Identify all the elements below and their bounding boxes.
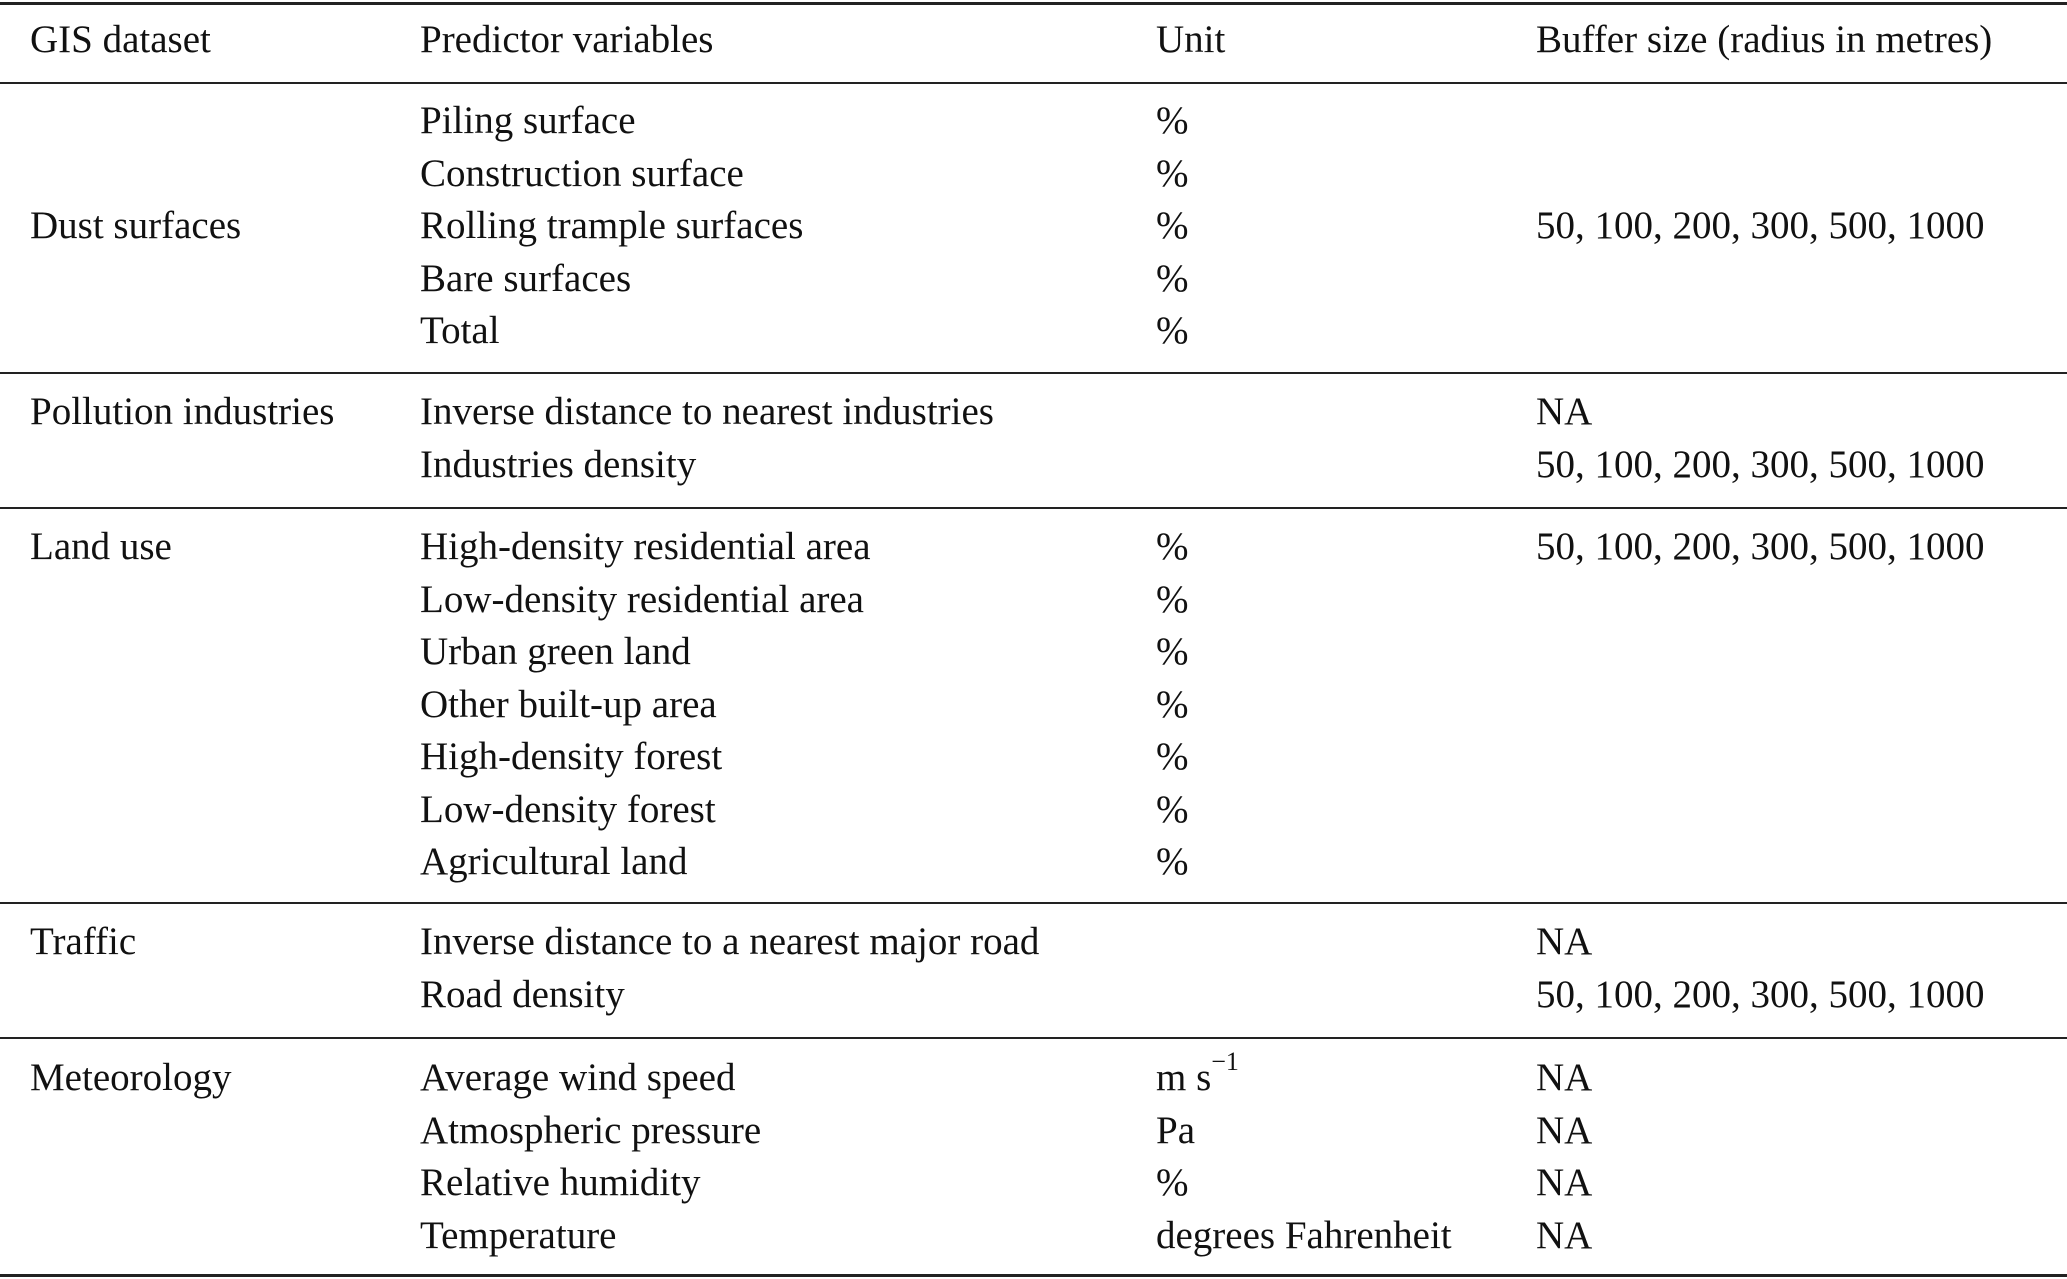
- header-rule: [0, 82, 2067, 84]
- unit-cell: %: [1156, 630, 1189, 673]
- unit-cell: %: [1156, 152, 1189, 195]
- unit-base: m s: [1156, 1056, 1212, 1099]
- variable-cell: Other built-up area: [420, 683, 717, 726]
- unit-cell: %: [1156, 840, 1189, 883]
- unit-cell: %: [1156, 1161, 1189, 1204]
- buffer-cell: 50, 100, 200, 300, 500, 1000: [1536, 525, 1985, 568]
- buffer-cell: 50, 100, 200, 300, 500, 1000: [1536, 443, 1985, 486]
- buffer-cell: NA: [1536, 1109, 1593, 1152]
- unit-cell: [1156, 1047, 1239, 1104]
- unit-cell: %: [1156, 99, 1189, 142]
- buffer-cell: NA: [1536, 920, 1593, 963]
- dataset-label: Land use: [30, 525, 172, 568]
- unit-cell: %: [1156, 735, 1189, 778]
- bottom-rule: [0, 1274, 2067, 1277]
- variable-cell: High-density forest: [420, 735, 723, 778]
- variable-cell: High-density residential area: [420, 525, 871, 568]
- variable-cell: Bare surfaces: [420, 257, 632, 300]
- unit-cell: %: [1156, 683, 1189, 726]
- buffer-cell: NA: [1536, 1056, 1593, 1099]
- buffer-cell: NA: [1536, 1161, 1593, 1204]
- group-rule: [0, 902, 2067, 904]
- variable-cell: Total: [420, 309, 500, 352]
- unit-cell: %: [1156, 204, 1189, 247]
- variable-cell: Road density: [420, 973, 625, 1016]
- variable-cell: Temperature: [420, 1214, 617, 1257]
- dataset-label: Traffic: [30, 920, 137, 963]
- dataset-label: Pollution industries: [30, 390, 335, 433]
- variable-cell: Average wind speed: [420, 1056, 736, 1099]
- variable-cell: Low-density forest: [420, 788, 716, 831]
- variable-cell: Industries density: [420, 443, 697, 486]
- variable-cell: Atmospheric pressure: [420, 1109, 762, 1152]
- variable-cell: Inverse distance to a nearest major road: [420, 920, 1040, 963]
- group-rule: [0, 507, 2067, 509]
- group-rule: [0, 1037, 2067, 1039]
- unit-cell: %: [1156, 578, 1189, 621]
- variable-cell: Rolling trample surfaces: [420, 204, 804, 247]
- header-gis-dataset: GIS dataset: [30, 18, 211, 61]
- unit-cell: Pa: [1156, 1109, 1195, 1152]
- header-unit: Unit: [1156, 18, 1226, 61]
- buffer-cell: 50, 100, 200, 300, 500, 1000: [1536, 204, 1985, 247]
- buffer-cell: NA: [1536, 1214, 1593, 1257]
- header-predictor-variables: Predictor variables: [420, 18, 714, 61]
- variable-cell: Inverse distance to nearest industries: [420, 390, 994, 433]
- variable-cell: Urban green land: [420, 630, 691, 673]
- buffer-cell: NA: [1536, 390, 1593, 433]
- variable-cell: Piling surface: [420, 99, 636, 142]
- unit-exponent: −1: [1211, 1047, 1239, 1076]
- dataset-label: Meteorology: [30, 1056, 232, 1099]
- unit-cell: %: [1156, 257, 1189, 300]
- group-rule: [0, 372, 2067, 374]
- unit-cell: degrees Fahrenheit: [1156, 1214, 1452, 1257]
- buffer-cell: 50, 100, 200, 300, 500, 1000: [1536, 973, 1985, 1016]
- variable-cell: Agricultural land: [420, 840, 688, 883]
- top-rule: [0, 2, 2067, 5]
- unit-cell: %: [1156, 309, 1189, 352]
- variable-cell: Construction surface: [420, 152, 744, 195]
- variable-cell: Relative humidity: [420, 1161, 701, 1204]
- unit-cell: %: [1156, 788, 1189, 831]
- dataset-label: Dust surfaces: [30, 204, 242, 247]
- header-buffer-size: Buffer size (radius in metres): [1536, 18, 1993, 61]
- unit-cell: %: [1156, 525, 1189, 568]
- variable-cell: Low-density residential area: [420, 578, 864, 621]
